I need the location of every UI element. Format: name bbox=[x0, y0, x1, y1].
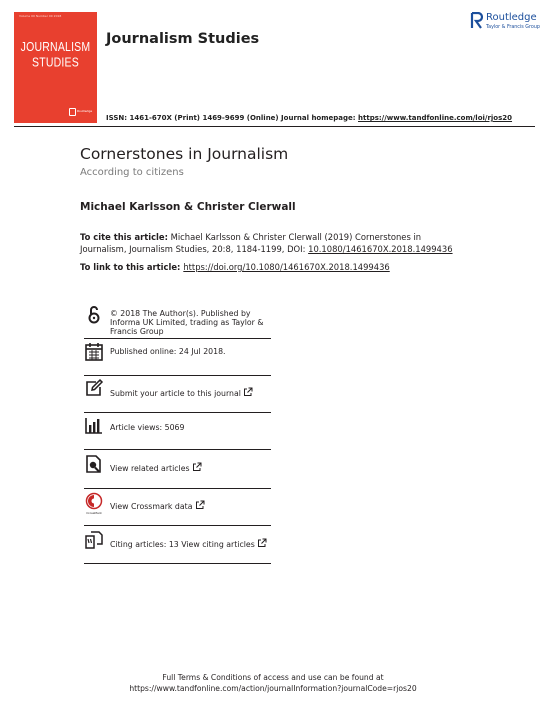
header-divider bbox=[14, 126, 535, 127]
related-articles-label: View related articles bbox=[110, 464, 190, 473]
citing-articles-icon bbox=[84, 530, 104, 550]
publisher-name: Routledge bbox=[486, 12, 537, 23]
submit-article-text bbox=[110, 387, 271, 398]
crossmark-item[interactable] bbox=[84, 491, 271, 527]
crossmark-text bbox=[110, 500, 271, 511]
submit-article-item[interactable] bbox=[84, 378, 271, 414]
issn-line bbox=[106, 114, 512, 122]
calendar-icon bbox=[84, 342, 104, 362]
article-views-item bbox=[84, 415, 271, 451]
item-divider bbox=[84, 488, 271, 489]
cover-issue-text: Volume 00 Number 00 2018 bbox=[19, 14, 62, 18]
crossmark-label: View Crossmark data bbox=[110, 502, 193, 511]
published-online-item bbox=[84, 341, 271, 376]
article-link-label: To link to this article: bbox=[80, 262, 184, 272]
journal-homepage-link[interactable]: https://www.tandfonline.com/loi/rjos20 bbox=[358, 114, 513, 122]
external-link-icon bbox=[192, 462, 202, 472]
citation-text: Michael Karlsson & Christer Clerwall (2019) Cornerstones in Journalism, Journalism Studies, 20:8, 1184-1199, DOI: bbox=[80, 232, 422, 254]
item-divider bbox=[84, 338, 271, 339]
publisher-logo[interactable] bbox=[470, 12, 544, 40]
citing-articles-item[interactable] bbox=[84, 529, 271, 565]
related-search-icon bbox=[84, 454, 104, 474]
cover-title bbox=[14, 40, 97, 71]
item-divider bbox=[84, 412, 271, 413]
journal-title: Journalism Studies bbox=[106, 31, 260, 47]
related-articles-item[interactable] bbox=[84, 453, 271, 489]
cover-title-line1: JOURNALISM bbox=[20, 40, 91, 55]
citation-doi-link[interactable]: 10.1080/1461670X.2018.1499436 bbox=[308, 243, 453, 254]
terms-footer bbox=[0, 672, 546, 694]
article-doi-link[interactable]: https://doi.org/10.1080/1461670X.2018.1499436 bbox=[183, 262, 390, 272]
item-divider bbox=[84, 525, 271, 526]
article-link-block bbox=[80, 262, 390, 272]
article-title: Cornerstones in Journalism bbox=[80, 145, 289, 163]
bar-chart-icon bbox=[84, 416, 104, 436]
license-text: © 2018 The Author(s). Published by Informa UK Limited, trading as Taylor & Francis Group bbox=[110, 309, 264, 336]
open-access-icon bbox=[84, 305, 104, 325]
edit-icon bbox=[84, 378, 104, 398]
citation-block bbox=[80, 232, 470, 255]
issn-text: ISSN: 1461-670X (Print) 1469-9699 (Online) Journal homepage: bbox=[106, 114, 359, 122]
terms-text: Full Terms & Conditions of access and use can be found at bbox=[162, 673, 384, 682]
terms-link[interactable]: https://www.tandfonline.com/action/journalInformation?journalCode=rjos20 bbox=[129, 684, 417, 693]
citing-articles-label: Citing articles: 13 View citing articles bbox=[110, 540, 255, 549]
cover-publisher-text: Routledge bbox=[77, 109, 93, 113]
item-divider bbox=[84, 563, 271, 564]
submit-article-label: Submit your article to this journal bbox=[110, 389, 241, 398]
crossmark-badge-text: CrossMark bbox=[86, 511, 102, 515]
item-divider bbox=[84, 375, 271, 376]
routledge-logo-icon bbox=[470, 12, 483, 29]
publisher-group: Taylor & Francis Group bbox=[486, 25, 540, 30]
citing-articles-text bbox=[110, 538, 271, 549]
published-online-text: Published online: 24 Jul 2018. bbox=[110, 347, 226, 356]
cover-title-line2: STUDIES bbox=[32, 55, 79, 70]
article-authors: Michael Karlsson & Christer Clerwall bbox=[80, 201, 296, 213]
related-articles-text bbox=[110, 462, 271, 473]
license-item bbox=[84, 305, 271, 339]
external-link-icon bbox=[243, 387, 253, 397]
citation-label: To cite this article: bbox=[80, 232, 168, 242]
cover-publisher-logo-icon bbox=[69, 108, 76, 116]
article-subtitle: According to citizens bbox=[80, 167, 184, 178]
item-divider bbox=[84, 449, 271, 450]
journal-cover bbox=[14, 12, 97, 123]
crossmark-icon bbox=[84, 492, 104, 512]
external-link-icon bbox=[195, 500, 205, 510]
article-views-text: Article views: 5069 bbox=[110, 423, 185, 432]
external-link-icon bbox=[257, 538, 267, 548]
